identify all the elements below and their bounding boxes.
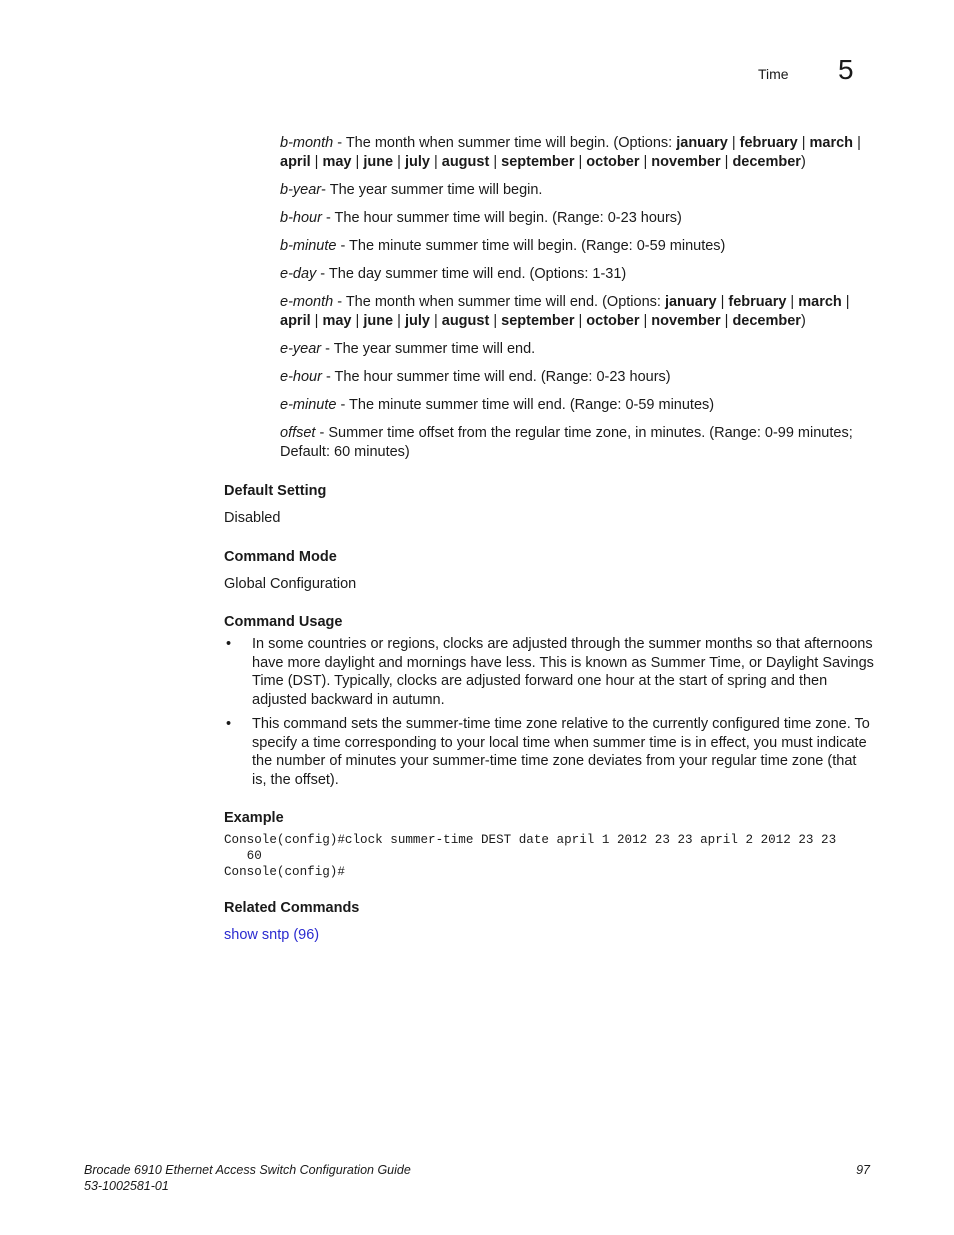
page-number: 97 — [856, 1163, 870, 1177]
option-keyword: november — [651, 313, 721, 329]
parameter-description: The hour summer time will begin. (Range: 0-23 hours) — [334, 210, 682, 226]
parameter-description: The minute summer time will begin. (Range: 0-59 minutes) — [349, 238, 726, 254]
parameter-separator: - — [333, 294, 346, 310]
footer-doc-title: Brocade 6910 Ethernet Access Switch Configuration Guide — [84, 1163, 411, 1177]
command-usage-list — [224, 635, 874, 789]
parameter-name: b-hour — [280, 210, 322, 226]
parameter-description: The hour summer time will end. (Range: 0-23 hours) — [334, 369, 671, 385]
parameter-b-month: b-month - The month when summer time will begin. (Options: january | february | march | april | may | june | july | august | september | october | november | december) — [280, 135, 861, 170]
example-code: Console(config)#clock summer-time DEST date april 1 2012 23 23 april 2 2012 23 23 60 Console(config)# — [224, 833, 837, 879]
parameter-name: b-minute — [280, 238, 337, 254]
parameter-separator: - — [336, 397, 350, 413]
command-mode-value: Global Configuration — [224, 576, 357, 592]
page-footer — [84, 1162, 870, 1194]
option-keyword: august — [441, 313, 490, 329]
parameter-separator: - — [316, 266, 329, 282]
parameter-name: e-month — [280, 294, 334, 310]
related-command-link[interactable]: show sntp (96) — [224, 927, 320, 943]
option-keyword: may — [322, 313, 352, 329]
option-keyword: july — [404, 313, 430, 329]
related-commands-section — [224, 899, 874, 945]
parameter-description: The year summer time will begin. — [329, 182, 543, 198]
parameter-description: The day summer time will end. (Options: 1-31) — [328, 266, 627, 282]
bullet-text: In some countries or regions, clocks are adjusted through the summer months so that afternoons have more daylight and mornings have less. This is known as Summer Time, or Daylight Savings Time (DST). Typically, clocks are adjusted forward one hour at the start of spring and then adjusted backward in autumn. — [252, 636, 874, 708]
parameter-name: e-minute — [280, 397, 337, 413]
parameter-name: e-hour — [280, 369, 322, 385]
example-section — [224, 809, 874, 880]
option-keyword: january — [676, 135, 728, 151]
parameter-description: The minute summer time will end. (Range: 0-59 minutes) — [349, 397, 715, 413]
option-keyword: march — [809, 135, 854, 151]
parameter-description: The month when summer time will begin. (Options: — [345, 135, 677, 151]
parameter-description: Summer time offset from the regular time zone, in minutes. (Range: 0-99 minutes; Default: 60 minutes) — [280, 425, 853, 460]
related-commands-heading: Related Commands — [224, 900, 360, 916]
option-keyword: december — [732, 313, 801, 329]
bullet-text: This command sets the summer-time time zone relative to the currently configured time zone. To specify a time corresponding to your local time when summer time is in effect, you must indicate the number of minutes your summer-time time zone deviates from your regular time zone (that is, the offset). — [252, 716, 870, 788]
option-keyword: february — [728, 294, 787, 310]
default-setting-heading: Default Setting — [224, 483, 327, 499]
command-usage-section — [224, 613, 874, 795]
parameter-e-hour — [280, 368, 870, 387]
option-keyword: december — [732, 154, 801, 170]
parameter-separator: - — [321, 341, 334, 357]
parameter-separator: - — [336, 238, 350, 254]
parameter-name: e-year — [280, 341, 322, 357]
option-keyword: march — [798, 294, 842, 310]
parameter-offset — [280, 424, 870, 462]
option-keyword: may — [322, 154, 352, 170]
option-keyword: september — [501, 154, 575, 170]
option-keyword: september — [501, 313, 575, 329]
parameter-tail: ) — [800, 313, 806, 329]
list-item — [224, 715, 874, 789]
parameter-b-hour — [280, 209, 870, 228]
footer-doc-number: 53-1002581-01 — [84, 1179, 169, 1193]
example-heading: Example — [224, 810, 284, 826]
parameter-e-year — [280, 340, 870, 359]
parameter-list — [280, 134, 870, 471]
parameter-description: The month when summer time will end. (Options: — [345, 294, 665, 310]
default-setting-section — [224, 482, 874, 528]
option-keyword: april — [280, 154, 311, 170]
option-keyword: february — [739, 135, 798, 151]
parameter-name: e-day — [280, 266, 317, 282]
bullet-icon: • — [226, 716, 232, 732]
option-keyword: november — [651, 154, 721, 170]
parameter-name: b-year — [280, 182, 322, 198]
parameter-tail: ) — [800, 154, 806, 170]
option-keyword: july — [404, 154, 430, 170]
parameter-name: offset — [280, 425, 316, 441]
parameter-separator: - — [321, 210, 335, 226]
list-item — [224, 635, 874, 709]
parameter-separator: - — [333, 135, 346, 151]
chapter-number: 5 — [838, 54, 854, 85]
option-keyword: june — [363, 313, 394, 329]
option-keyword: january — [664, 294, 717, 310]
command-usage-heading: Command Usage — [224, 614, 343, 630]
parameter-separator: - — [321, 182, 330, 198]
option-keyword: august — [441, 154, 490, 170]
option-keyword: october — [586, 313, 640, 329]
option-keyword: october — [586, 154, 640, 170]
section-title: Time — [758, 66, 789, 82]
option-keyword: april — [280, 313, 311, 329]
parameter-separator: - — [321, 369, 335, 385]
parameter-e-month: e-month - The month when summer time will end. (Options: january | february | march | april | may | june | july | august | september | october | november | december) — [280, 294, 850, 329]
parameter-b-minute — [280, 237, 870, 256]
bullet-icon: • — [226, 636, 232, 652]
parameter-description: The year summer time will end. — [333, 341, 536, 357]
command-mode-heading: Command Mode — [224, 549, 337, 565]
default-setting-value: Disabled — [224, 510, 281, 526]
parameter-e-day — [280, 265, 870, 284]
command-mode-section — [224, 548, 874, 594]
parameter-e-minute — [280, 396, 870, 415]
option-keyword: june — [363, 154, 394, 170]
parameter-separator: - — [315, 425, 329, 441]
parameter-name: b-month — [280, 135, 334, 151]
parameter-b-year — [280, 181, 870, 200]
